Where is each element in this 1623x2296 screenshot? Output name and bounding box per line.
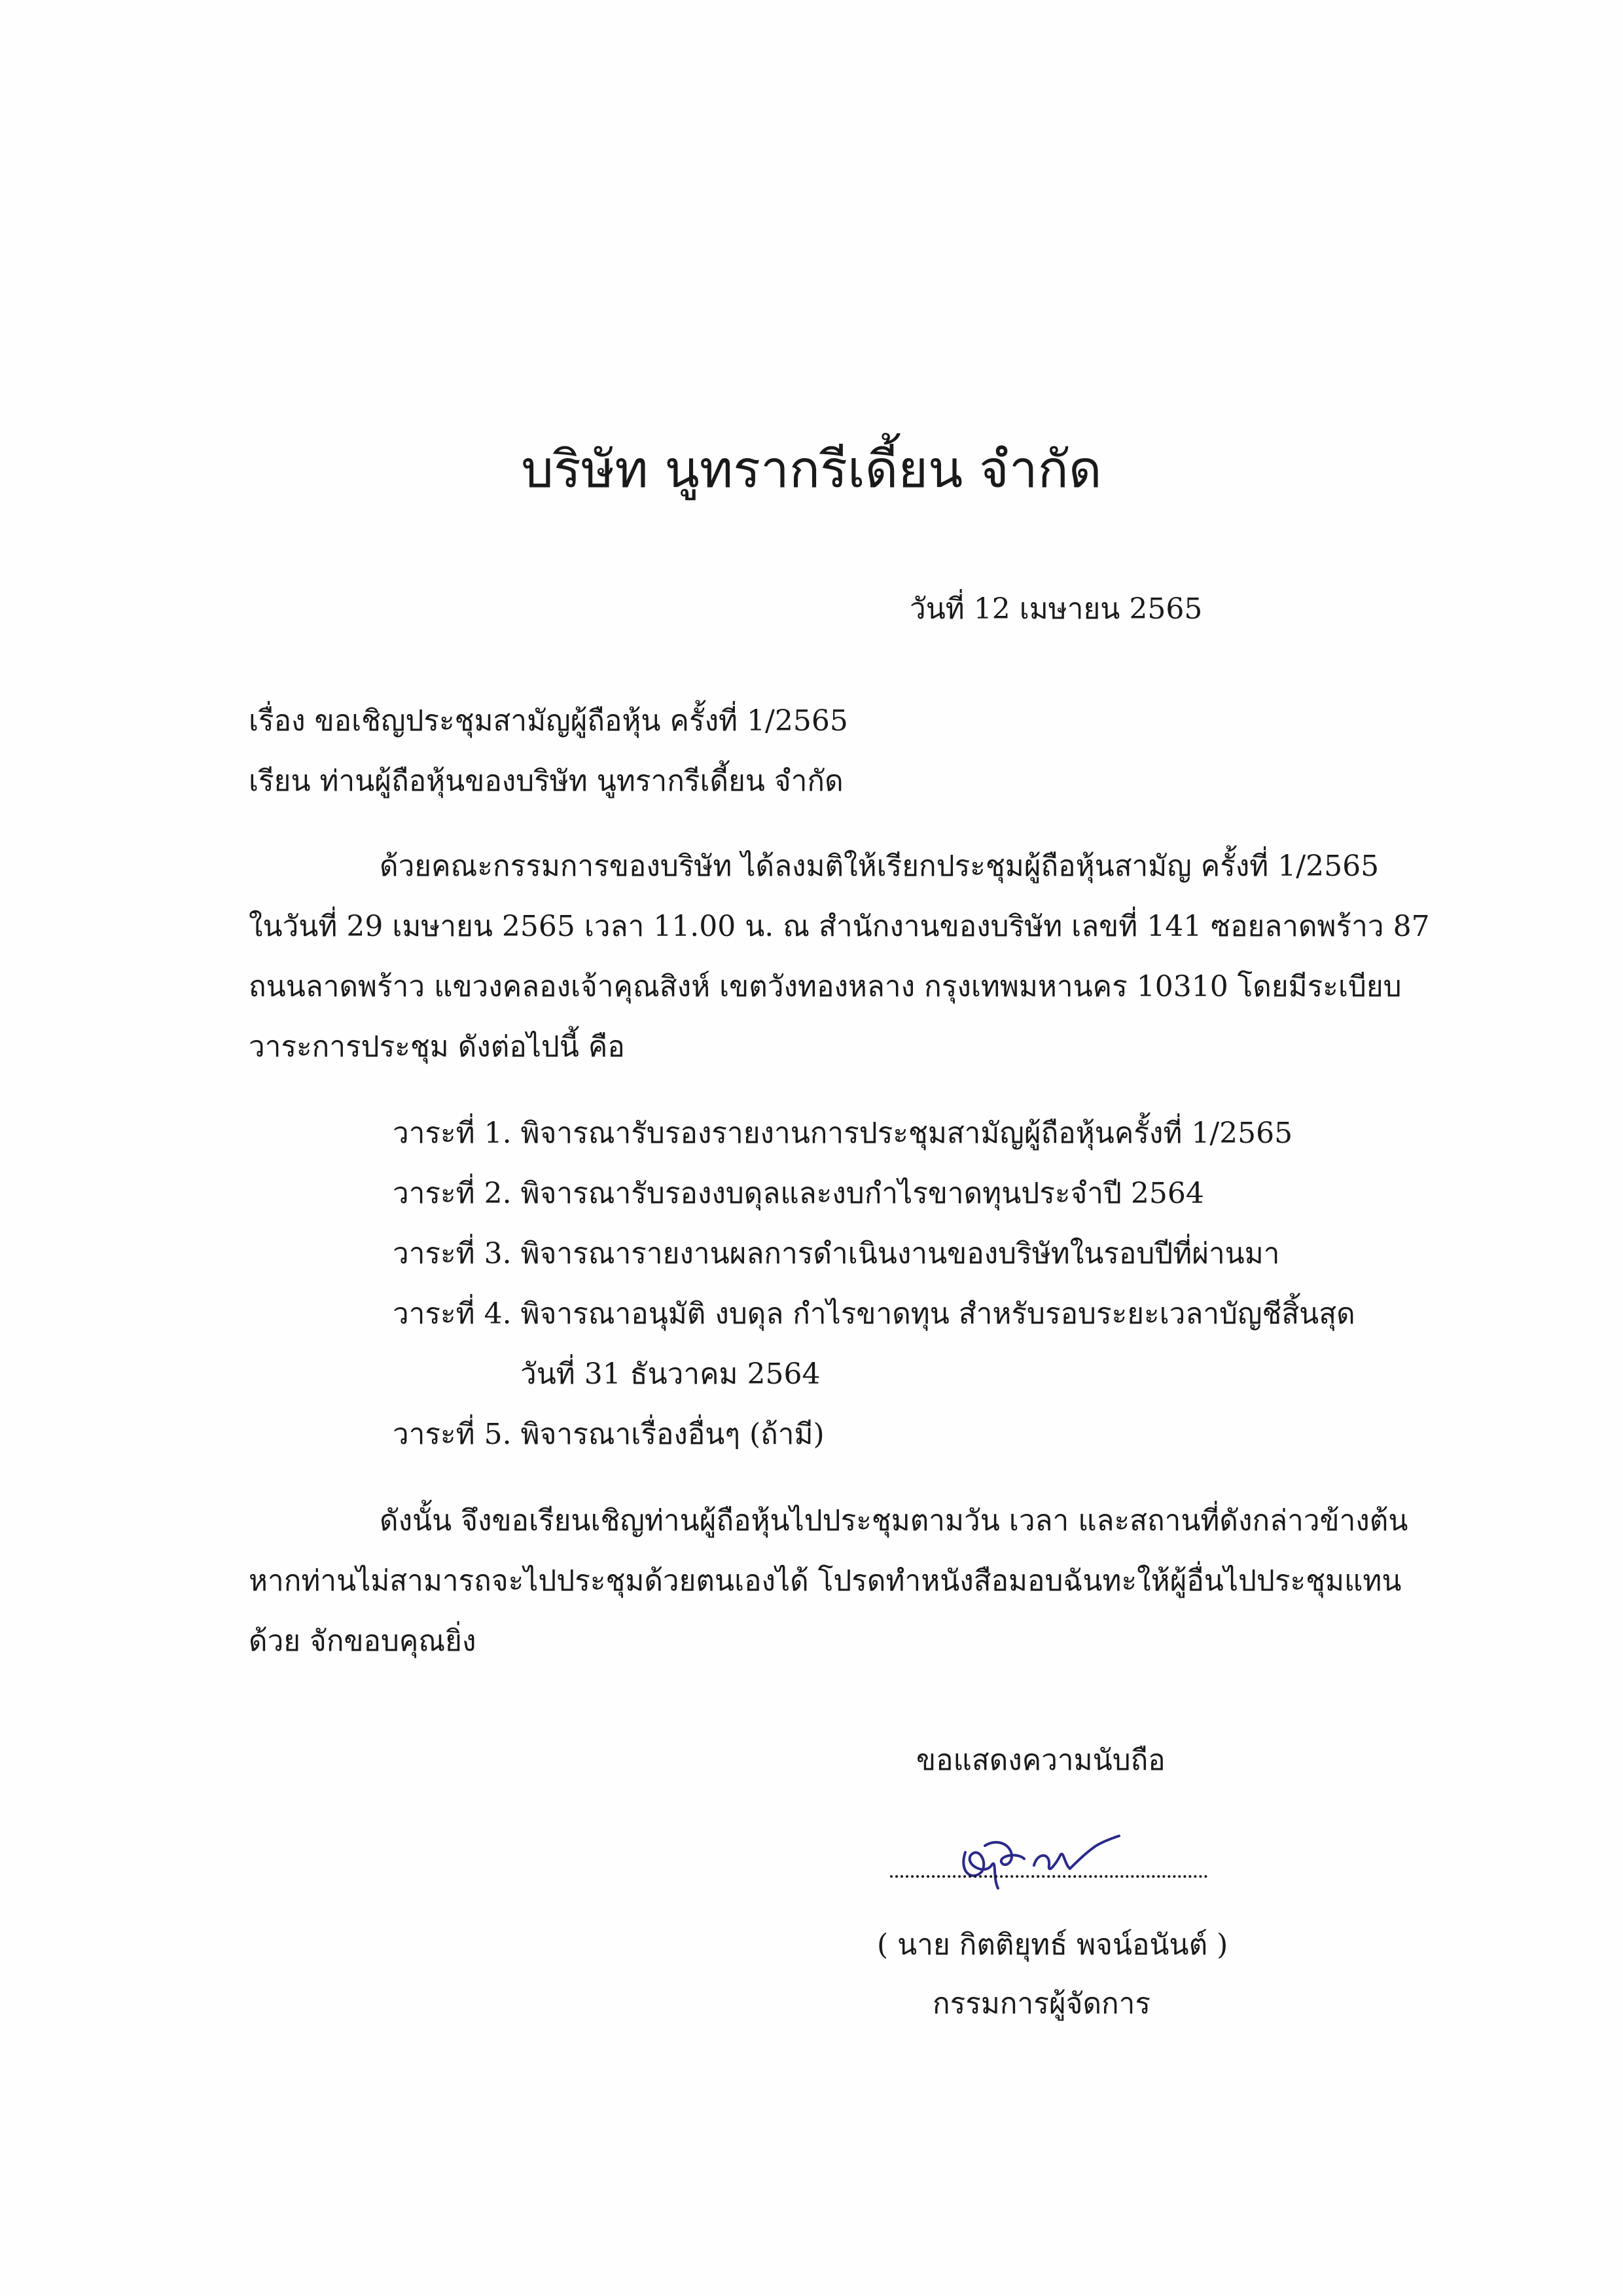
body-paragraph-line: ดังนั้น จึงขอเรียนเชิญท่านผู้ถือหุ้นไปประชุมตามวัน เวลา และสถานที่ดังกล่าวข้างต้น [380, 1504, 1408, 1537]
letter-subject: เรื่อง ขอเชิญประชุมสามัญผู้ถือหุ้น ครั้งที่ 1/2565 [249, 704, 848, 738]
agenda-item-2: วาระที่ 2. พิจารณารับรองงบดุลและงบกำไรขาดทุนประจำปี 2564 [393, 1177, 1204, 1210]
company-title: บริษัท นูทรากรีเดี้ยน จำกัด [521, 440, 1102, 499]
closing-salutation: ขอแสดงความนับถือ [916, 1744, 1166, 1777]
body-paragraph-line: หากท่านไม่สามารถจะไปประชุมด้วยตนเองได้ โปรดทำหนังสือมอบฉันทะให้ผู้อื่นไปประชุมแทน [249, 1564, 1402, 1598]
signature-line [890, 1875, 1207, 1878]
body-paragraph-line: ด้วย จักขอบคุณยิ่ง [249, 1624, 476, 1658]
agenda-item-1: วาระที่ 1. พิจารณารับรองรายงานการประชุมสามัญผู้ถือหุ้นครั้งที่ 1/2565 [393, 1117, 1293, 1150]
agenda-item-3: วาระที่ 3. พิจารณารายงานผลการดำเนินงานของบริษัทในรอบปีที่ผ่านมา [393, 1237, 1280, 1270]
agenda-item-5: วาระที่ 5. พิจารณาเรื่องอื่นๆ (ถ้ามี) [393, 1418, 825, 1451]
agenda-item-4-continuation: วันที่ 31 ธันวาคม 2564 [520, 1357, 821, 1391]
signer-name: ( นาย กิตติยุทธ์ พจน์อนันต์ ) [877, 1928, 1228, 1962]
agenda-item-4: วาระที่ 4. พิจารณาอนุมัติ งบดุล กำไรขาดทุน สำหรับรอบระยะเวลาบัญชีสิ้นสุด [393, 1297, 1355, 1331]
body-paragraph-line: ในวันที่ 29 เมษายน 2565 เวลา 11.00 น. ณ สำนักงานของบริษัท เลขที่ 141 ซอยลาดพร้าว 87 [249, 910, 1430, 943]
body-paragraph-line: ถนนลาดพร้าว แขวงคลองเจ้าคุณสิงห์ เขตวังทองหลาง กรุงเทพมหานคร 10310 โดยมีระเบียบ [249, 970, 1402, 1003]
handwritten-signature [946, 1826, 1135, 1892]
body-paragraph-line: วาระการประชุม ดังต่อไปนี้ คือ [249, 1030, 625, 1064]
body-paragraph-line: ด้วยคณะกรรมการของบริษัท ได้ลงมติให้เรียกประชุมผู้ถือหุ้นสามัญ ครั้งที่ 1/2565 [380, 850, 1380, 883]
signer-title: กรรมการผู้จัดการ [933, 1987, 1151, 2020]
letter-recipient: เรียน ท่านผู้ถือหุ้นของบริษัท นูทรากรีเดี้ยน จำกัด [249, 764, 844, 798]
letter-date: วันที่ 12 เมษายน 2565 [910, 592, 1203, 626]
